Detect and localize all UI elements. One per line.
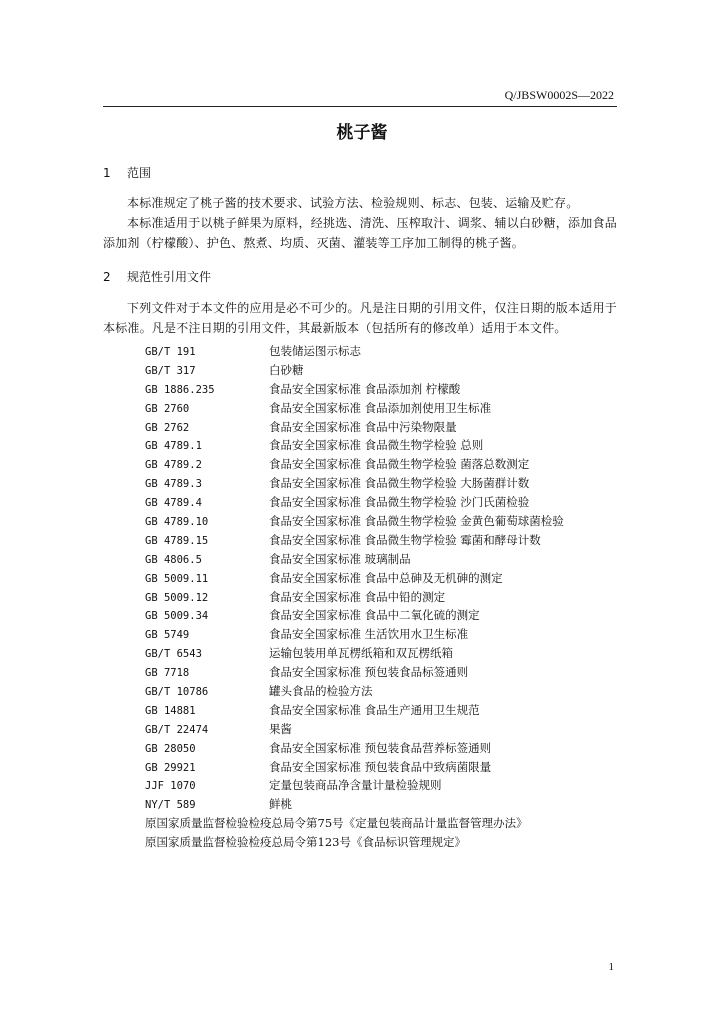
reference-title: 食品安全国家标准 食品微生物学检验 金黄色葡萄球菌检验 (269, 514, 564, 529)
reference-title: 白砂糖 (269, 362, 304, 377)
reference-title: 食品安全国家标准 食品微生物学检验 大肠菌群计数 (269, 476, 530, 491)
page-number: 1 (608, 961, 614, 973)
reference-item (145, 588, 625, 607)
section-1-heading (103, 164, 151, 181)
reference-item (145, 682, 625, 701)
section-2-number: 2 (103, 270, 111, 284)
reference-title: 鲜桃 (269, 797, 292, 812)
reference-title: 食品安全国家标准 食品生产通用卫生规范 (269, 702, 480, 717)
reference-code: GB/T 191 (145, 346, 196, 358)
reference-item (145, 380, 625, 399)
reference-code: GB 4806.5 (145, 553, 202, 566)
decree-reference: 原国家质量监督检验检疫总局令第75号《定量包装商品计量监督管理办法》 (145, 816, 528, 831)
reference-item (145, 625, 625, 644)
reference-item (145, 606, 625, 625)
reference-title: 食品安全国家标准 食品微生物学检验 沙门氏菌检验 (269, 495, 530, 510)
reference-code: GB 14881 (145, 704, 196, 717)
reference-code: GB 5009.34 (145, 610, 209, 623)
reference-title: 食品安全国家标准 玻璃制品 (269, 551, 411, 566)
reference-title: 食品安全国家标准 食品微生物学检验 菌落总数测定 (269, 457, 530, 472)
reference-item (145, 758, 625, 777)
reference-title: 食品安全国家标准 食品中铅的测定 (269, 589, 446, 604)
reference-title: 食品安全国家标准 食品添加剂 柠檬酸 (269, 381, 461, 396)
reference-title: 食品安全国家标准 食品添加剂使用卫生标准 (269, 400, 492, 415)
reference-item (145, 474, 625, 493)
reference-item (145, 361, 625, 380)
reference-code: GB 29921 (145, 761, 196, 774)
reference-title: 食品安全国家标准 预包装食品营养标签通则 (269, 740, 492, 755)
reference-item (145, 418, 625, 437)
reference-code: GB 4789.2 (145, 459, 202, 472)
reference-code: GB 4789.3 (145, 478, 202, 491)
reference-item (145, 531, 625, 550)
reference-item (145, 663, 625, 682)
reference-item (145, 493, 625, 512)
reference-title: 运输包装用单瓦楞纸箱和双瓦楞纸箱 (269, 646, 453, 661)
reference-code: GB/T 6543 (145, 648, 202, 661)
reference-title: 食品安全国家标准 预包装食品标签通则 (269, 665, 469, 680)
reference-item (145, 550, 625, 569)
reference-code: GB 4789.4 (145, 497, 202, 510)
section-1-title: 范围 (127, 166, 152, 180)
reference-code: GB/T 317 (145, 364, 196, 377)
reference-title: 包装储运图示标志 (269, 344, 361, 358)
reference-title: 食品安全国家标准 食品微生物学检验 霉菌和酵母计数 (269, 532, 541, 547)
reference-code: NY/T 589 (145, 799, 196, 812)
decree-reference: 原国家质量监督检验检疫总局令第123号《食品标识管理规定》 (145, 835, 466, 850)
reference-code: GB 4789.1 (145, 440, 202, 453)
reference-list (145, 342, 625, 852)
reference-title: 食品安全国家标准 生活饮用水卫生标准 (269, 627, 469, 642)
reference-code: GB 1886.235 (145, 383, 215, 396)
reference-title: 食品安全国家标准 食品中污染物限量 (269, 419, 457, 434)
reference-item (145, 569, 625, 588)
reference-item (145, 795, 625, 814)
reference-code: GB 28050 (145, 742, 196, 755)
section-1-number: 1 (103, 166, 111, 180)
reference-title: 食品安全国家标准 食品微生物学检验 总则 (269, 438, 484, 453)
reference-code: GB/T 10786 (145, 686, 209, 699)
reference-item (145, 512, 625, 531)
document-code: Q/JBSW0002S—2022 (504, 88, 614, 102)
reference-code: GB 5009.12 (145, 591, 209, 604)
scope-paragraph-1: 本标准规定了桃子酱的技术要求、试验方法、检验规则、标志、包装、运输及贮存。 (127, 196, 579, 210)
reference-code: GB 2762 (145, 421, 190, 434)
reference-item (145, 342, 625, 361)
reference-title: 定量包装商品净含量计量检验规则 (269, 778, 442, 793)
reference-title: 食品安全国家标准 食品中二氧化硫的测定 (269, 608, 480, 623)
reference-item (145, 739, 625, 758)
section-2-heading (103, 268, 211, 285)
reference-item (145, 455, 625, 474)
reference-code: GB/T 22474 (145, 723, 209, 736)
reference-title: 食品安全国家标准 食品中总砷及无机砷的测定 (269, 570, 503, 585)
scope-paragraph-2: 本标准适用于以桃子鲜果为原料，经挑选、清洗、压榨取汁、调浆、辅以白砂糖，添加食品添加剂（柠檬酸）、护色、熬煮、均质、灭菌、灌装等工序加工制得的桃子酱。 (103, 216, 617, 250)
reference-item (145, 776, 625, 795)
reference-title: 果酱 (269, 721, 292, 736)
references-intro: 下列文件对于本文件的应用是必不可少的。凡是注日期的引用文件，仅注日期的版本适用于本标准。凡是不注日期的引用文件，其最新版本（包括所有的修改单）适用于本文件。 (103, 301, 617, 335)
reference-code: GB 7718 (145, 667, 190, 680)
reference-code: GB 2760 (145, 402, 190, 415)
page-title: 桃子酱 (336, 123, 388, 143)
reference-item (145, 436, 625, 455)
section-2-title: 规范性引用文件 (127, 270, 212, 284)
reference-item (145, 399, 625, 418)
reference-code: GB 4789.15 (145, 534, 209, 547)
header-divider (103, 106, 617, 107)
reference-title: 罐头食品的检验方法 (269, 684, 373, 699)
reference-item (145, 701, 625, 720)
reference-code: GB 5749 (145, 629, 190, 642)
reference-title: 食品安全国家标准 预包装食品中致病菌限量 (269, 759, 492, 774)
reference-item (145, 720, 625, 739)
reference-code: GB 4789.10 (145, 516, 209, 529)
reference-item (145, 644, 625, 663)
reference-code: GB 5009.11 (145, 572, 209, 585)
reference-code: JJF 1070 (145, 780, 196, 793)
